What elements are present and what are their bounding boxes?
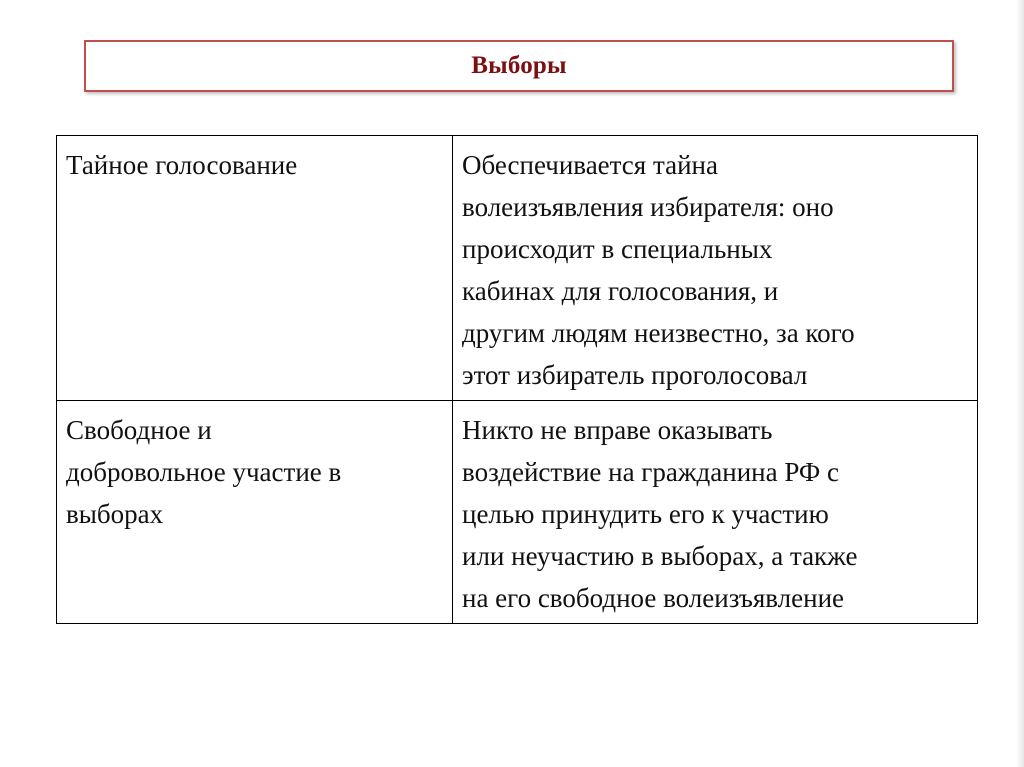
definition-line: или неучастию в выборах, а также [462,541,858,571]
title-box [84,40,954,92]
elections-table [56,135,978,624]
term-cell [57,401,453,624]
term-line: выборах [66,499,164,529]
definition-line: другим людям неизвестно, за кого [462,318,855,348]
definition-line: Никто не вправе оказывать [462,415,773,445]
definition-line: волеизъявления избирателя: оно [462,192,834,222]
definition-cell [453,136,978,401]
table-row [57,401,978,624]
term-line: Тайное голосование [66,150,298,180]
definition-line: этот избиратель проголосовал [462,360,808,390]
definition-line: Обеспечивается тайна [462,150,718,180]
slide-edge-shadow [1016,0,1024,767]
definition-line: на его свободное волеизъявление [462,583,845,613]
term-line: Свободное и [66,415,212,445]
definition-line: воздействие на гражданина РФ с [462,457,839,487]
definition-line: кабинах для голосования, и [462,276,779,306]
term-line: добровольное участие в [66,457,342,487]
term-cell [57,136,453,401]
definition-line: целью принудить его к участию [462,499,829,529]
table-row [57,136,978,401]
page-title: Выборы [471,52,567,79]
definition-cell [453,401,978,624]
definition-line: происходит в специальных [462,234,773,264]
